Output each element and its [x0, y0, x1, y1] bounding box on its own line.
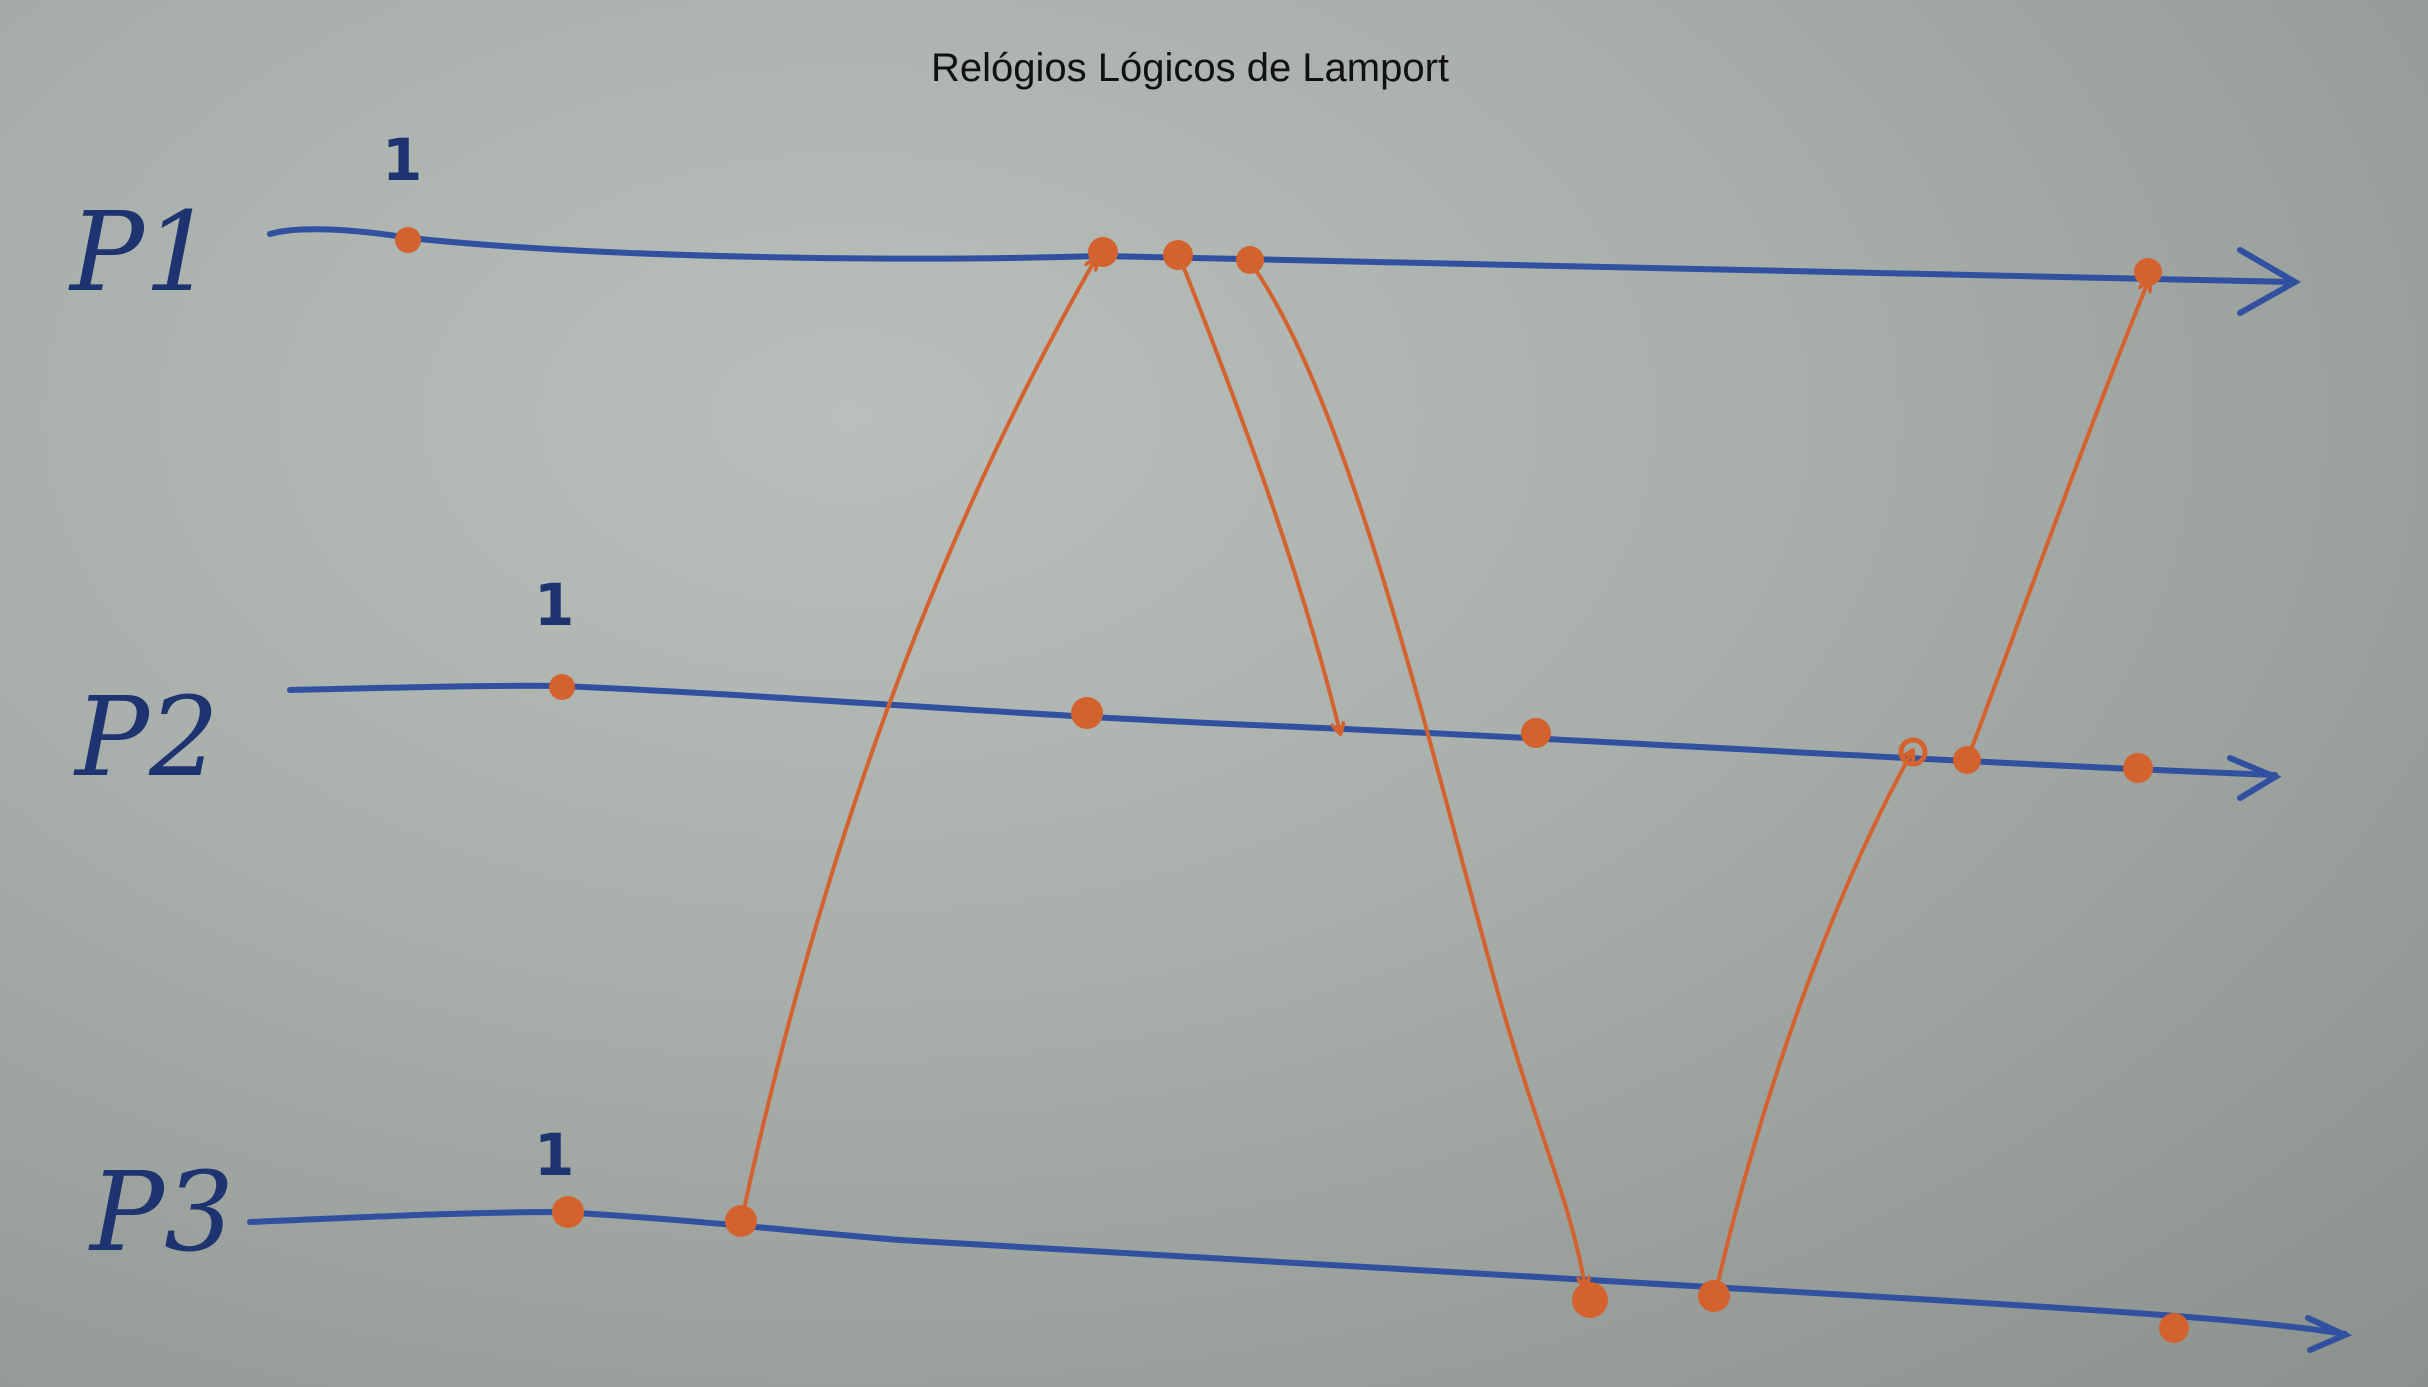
event-p2-last: [2123, 753, 2153, 783]
event-p3-receive: [1572, 1282, 1608, 1318]
event-p3-send: [725, 1205, 757, 1237]
message-p3-to-p2: [1715, 752, 1912, 1295]
clock-label-p1: 1: [382, 126, 423, 194]
process-label-p1: P1: [70, 188, 214, 316]
event-p1-send-a: [1163, 240, 1193, 270]
event-p1-send-b: [1236, 246, 1264, 274]
timeline-p3: [250, 1212, 2345, 1334]
event-p1-1: [395, 227, 421, 253]
event-p2-1: [549, 674, 575, 700]
process-label-p2: P2: [75, 673, 219, 801]
message-p2-to-p1: [1968, 282, 2148, 758]
clock-label-p2: 1: [534, 571, 575, 639]
event-p3-send-2: [1698, 1280, 1730, 1312]
process-label-p3: P3: [90, 1148, 234, 1276]
diagram-title: Relógios Lógicos de Lamport: [930, 46, 1450, 90]
event-p2-send: [1953, 746, 1981, 774]
event-p2-2: [1071, 697, 1103, 729]
event-p1-receive: [1088, 237, 1118, 267]
timeline-p2-arrowhead: [2230, 758, 2275, 798]
message-p1-to-p3: [1250, 262, 1585, 1286]
event-p3-1: [552, 1196, 584, 1228]
message-p3-to-p1: [742, 260, 1095, 1218]
event-p3-last: [2159, 1313, 2189, 1343]
message-p1-to-p2: [1180, 258, 1340, 732]
timeline-p1: [270, 229, 2290, 282]
clock-label-p3: 1: [534, 1121, 575, 1189]
event-p1-receive-2: [2134, 258, 2162, 286]
event-p2-3: [1521, 718, 1551, 748]
